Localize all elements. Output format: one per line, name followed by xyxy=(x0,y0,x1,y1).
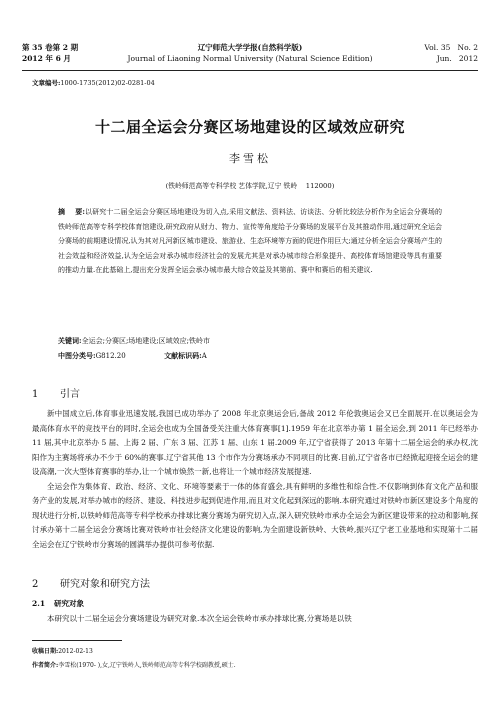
header-center xyxy=(112,42,388,64)
running-header xyxy=(22,42,478,70)
classification xyxy=(58,351,207,361)
paragraph: 本研究以十二届全运会分赛场建设为研究对象.本次全运会铁岭市承办排球比赛,分赛场是以铁 xyxy=(47,614,352,623)
doc-code-label: 文献标识码: xyxy=(164,351,202,360)
author-name: 李雪松 xyxy=(229,152,271,165)
section-2-title: 研究对象和研究方法 xyxy=(60,579,150,590)
header-left xyxy=(22,42,78,64)
paper-title: 十二届全运会分赛区场地建设的区域效应研究 xyxy=(94,118,405,136)
section-2-number: 2 xyxy=(32,579,39,590)
section-1-title: 引言 xyxy=(60,389,80,400)
paragraph: 新中国成立后,体育事业迅速发展,我国已成功举办了 2008 年北京奥运会后,备战 2012 年伦敦奥运会又已全面展开.在以奥运会为最高体育水平的竞技平台的同时,全运会也成为全国备受关注重大体育赛事[1].1959 年在北京举办第 1 届全运会,到 2011 年已经举办 11 届,其中北京举办 5 届、上海 2 届、广东 3 届、江苏 1 届、山东 1 届.2009 年,辽宁省获得了 2013 年第十二届全运会的承办权,沈阳作为主赛场将承办不少于 60%的赛事.辽宁省其他 13 个市作为分赛场承办不同项目的比赛.目前,辽宁省各市已经掀起迎接全运会的建设高潮,一次大型体育赛事的举办,让一个城市焕然一新,也将让一个城市经济发展提速. xyxy=(32,409,478,476)
keywords-label: 关键词: xyxy=(58,336,82,345)
journal-title-en: Journal of Liaoning Normal University (Natural Science Edition) xyxy=(127,54,373,63)
section-1-heading xyxy=(32,385,80,400)
paragraph: 全运会作为集体育、政治、经济、文化、环境等要素于一体的体育盛会,具有鲜明的多维性和综合性.不仅影响到体育文化产品和服务产业的发展,对举办城市的经济、建设、科技进步起到促进作用,而且对文化起到深远的影响.本研究通过对铁岭市新区建设多个角度的现状进行分析,以铁岭师范高等专科学校承办排球比赛分赛场为研究切入点,深入研究铁岭市承办全运会为新区建设带来的拉动和影响,探讨承办第十二届全运会分赛场比赛对铁岭市社会经济文化建设的影响,为全面建设新铁岭、大铁岭,振兴辽宁老工业基地和实现第十二届全运会在辽宁铁岭市分赛场的圆满举办提供可参考依据. xyxy=(32,481,478,549)
author-bio-value: 李雪松(1970- ),女,辽宁铁岭人,铁岭师范高等专科学校副教授,硕士. xyxy=(58,662,236,669)
clc-label: 中图分类号: xyxy=(58,351,96,360)
section-2-1-heading xyxy=(32,598,84,609)
article-number-value: 1000-1735(2012)02-0281-04 xyxy=(60,79,155,87)
footnote-author xyxy=(32,660,236,669)
received-value: 2012-02-13 xyxy=(58,648,93,655)
abstract-label: 摘 要: xyxy=(58,207,85,216)
keywords-text: 全运会;分赛区;场地建设;区域效应;铁岭市 xyxy=(81,337,211,345)
article-number xyxy=(32,78,155,87)
section-2-1-number: 2.1 xyxy=(32,599,46,608)
keywords xyxy=(58,336,210,346)
doc-code-value: A xyxy=(201,352,207,360)
abstract xyxy=(58,205,442,278)
clc-value: G812.20 xyxy=(95,352,126,360)
section-2-1-title: 研究对象 xyxy=(54,599,84,608)
issue-zh: 第 35 卷第 2 期 xyxy=(22,43,79,52)
received-label: 收稿日期: xyxy=(32,648,59,655)
abstract-text: 以研究十二届全运会分赛区场地建设为切入点,采用文献法、资料法、访谈法、分析比较法分析作为全运会分赛场的铁岭师范高等专科学校体育馆建设,研究政府从财力、物力、宣传等角度给予分赛场的发展平台及其推动作用,通过研究全运会分赛场的前期建设情况,认为其对凡河新区城市建设、旅游业、生态环境等方面的促进作用巨大;通过分析全运会分赛场产生的社会效益和经济效益,认为全运会对承办城市经济社会的发展尤其是对承办城市综合形象提升、高校体育场馆建设等具有重要的推动力量.在此基础上,提出充分发挥全运会承办城市最大综合效益及其第前、赛中和赛后的相关建议. xyxy=(58,208,442,274)
header-right xyxy=(424,42,478,64)
article-number-label: 文章编号: xyxy=(32,79,61,87)
footnote-rule xyxy=(32,640,122,641)
date-en: Jun. 2012 xyxy=(436,54,478,63)
header-rule xyxy=(22,70,478,71)
section-2-heading xyxy=(32,575,150,590)
section-1-number: 1 xyxy=(32,389,39,400)
section-2-1-body xyxy=(32,612,478,627)
author-affiliation: (铁岭师范高等专科学校 艺体学院,辽宁 铁岭 112000) xyxy=(165,182,335,190)
footnote-received xyxy=(32,646,93,655)
author-bio-label: 作者简介: xyxy=(32,662,59,669)
journal-title-zh: 辽宁师范大学学报(自然科学版) xyxy=(197,43,303,52)
volume-en: Vol. 35 No. 2 xyxy=(424,43,478,52)
date-zh: 2012 年 6 月 xyxy=(22,54,71,63)
section-1-body xyxy=(32,407,478,552)
